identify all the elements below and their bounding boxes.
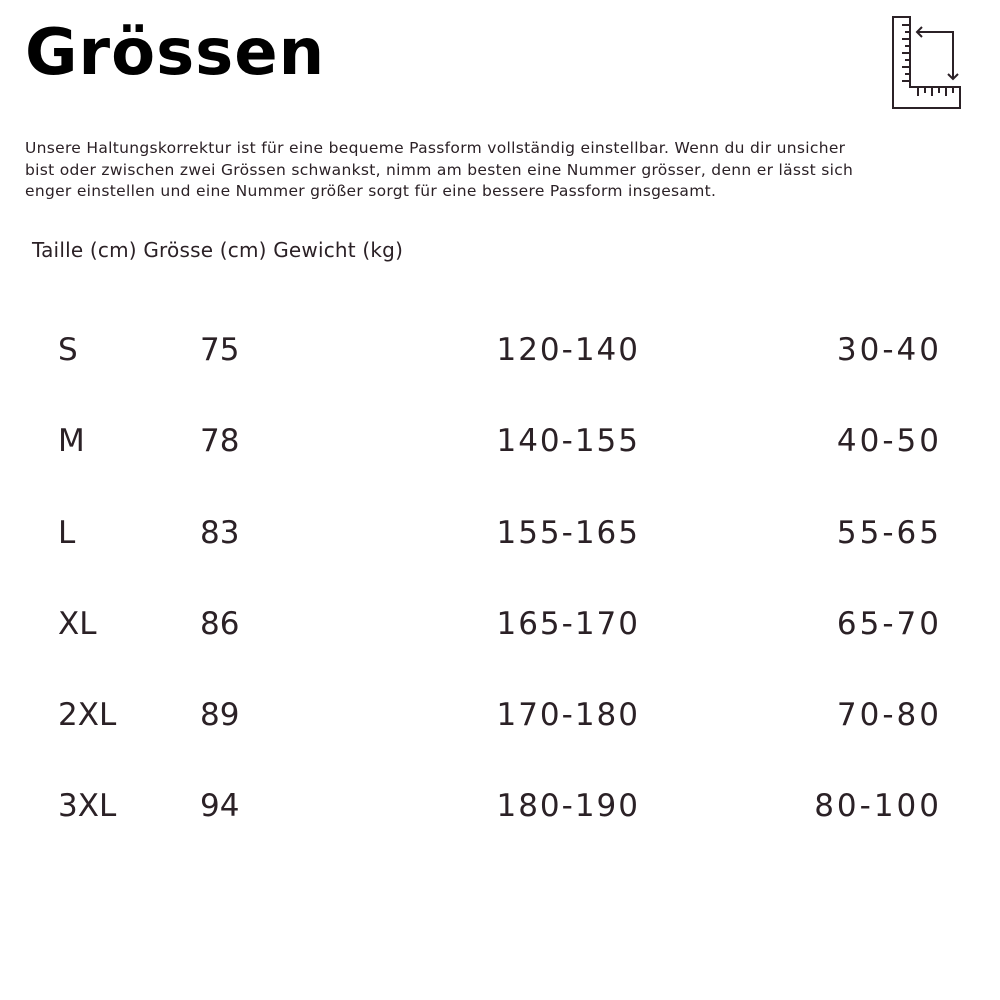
size-cell: 3XL	[58, 788, 117, 824]
intro-text	[25, 138, 965, 203]
size-cell: L	[58, 515, 76, 551]
table-row	[0, 594, 1000, 654]
weight-cell: 65-70	[836, 606, 942, 642]
height-cell: 180-190	[496, 788, 640, 824]
waist-cell: 75	[200, 332, 240, 368]
height-cell: 165-170	[496, 606, 640, 642]
waist-cell: 78	[200, 423, 240, 459]
table-row	[0, 685, 1000, 745]
waist-cell: 89	[200, 697, 240, 733]
ruler-measure-icon	[890, 15, 962, 111]
weight-cell: 70-80	[836, 697, 942, 733]
table-row	[0, 320, 1000, 380]
height-cell: 170-180	[496, 697, 640, 733]
intro-line: bist oder zwischen zwei Grössen schwankst, nimm am besten eine Nummer grösser, denn er lässt sich	[25, 160, 854, 179]
table-row	[0, 411, 1000, 471]
intro-line: Unsere Haltungskorrektur ist für eine bequeme Passform vollständig einstellbar. Wenn du dir unsicher	[25, 139, 846, 157]
size-cell: XL	[58, 606, 97, 642]
table-row	[0, 776, 1000, 836]
height-cell: 155-165	[496, 515, 640, 551]
table-header: Taille (cm) Grösse (cm) Gewicht (kg)	[32, 238, 404, 262]
intro-line: enger einstellen und eine Nummer größer sorgt für eine bessere Passform insgesamt.	[25, 182, 717, 200]
waist-cell: 83	[200, 515, 240, 551]
size-cell: 2XL	[58, 697, 117, 733]
height-cell: 120-140	[496, 332, 640, 368]
table-row	[0, 503, 1000, 563]
weight-cell: 40-50	[836, 423, 942, 459]
height-cell: 140-155	[496, 423, 640, 459]
waist-cell: 94	[200, 788, 240, 824]
weight-cell: 80-100	[814, 788, 942, 824]
weight-cell: 55-65	[836, 515, 942, 551]
waist-cell: 86	[200, 606, 240, 642]
size-cell: S	[58, 332, 78, 368]
page-title: Grössen	[25, 16, 326, 90]
weight-cell: 30-40	[836, 332, 942, 368]
size-cell: M	[58, 423, 85, 459]
